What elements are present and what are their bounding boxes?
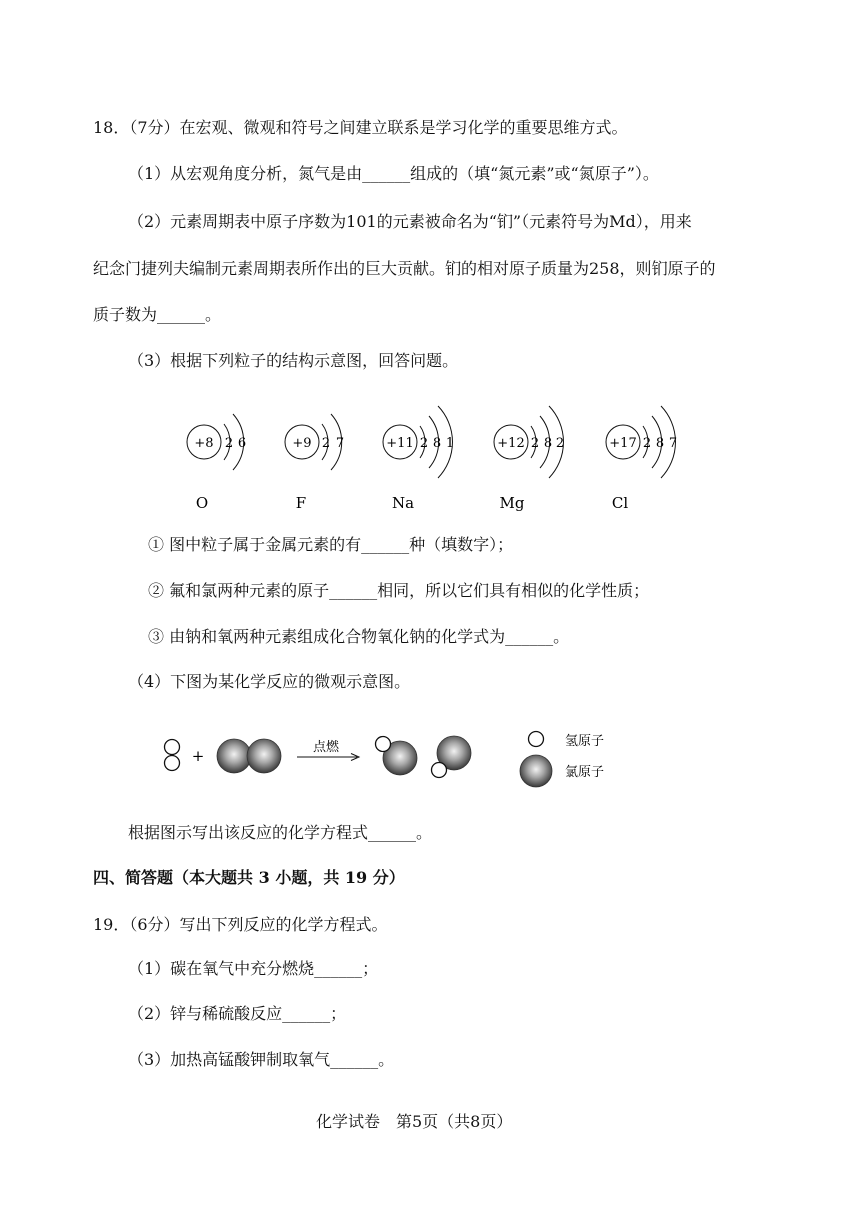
q19-part2: （2）锌与稀硫酸反应______； bbox=[128, 1004, 347, 1023]
q18-sub3: ③ 由钠和氧两种元素组成化合物氧化钠的化学式为______。 bbox=[148, 627, 570, 646]
element-symbol: Mg bbox=[499, 494, 525, 512]
element-symbol: Na bbox=[391, 494, 415, 512]
shell-electrons: 1 bbox=[445, 436, 455, 451]
legend-chlorine bbox=[520, 755, 604, 787]
atomic-structure-diagrams bbox=[150, 390, 710, 520]
legend-hydrogen-label: 氢原子 bbox=[565, 734, 605, 749]
atom-diagram-sodium bbox=[383, 406, 454, 512]
reaction-diagram bbox=[150, 720, 630, 795]
shell-electrons: 2 bbox=[642, 436, 652, 451]
element-symbol: Cl bbox=[611, 494, 629, 512]
shell-electrons: 6 bbox=[237, 436, 247, 451]
atom-diagram-magnesium bbox=[494, 406, 564, 512]
q18-part2-line1: （2）元素周期表中原子序数为101的元素被命名为“钔”（元素符号为Md），用来 bbox=[128, 212, 692, 231]
q19-part3: （3）加热高锰酸钾制取氧气______。 bbox=[128, 1050, 395, 1069]
element-symbol: F bbox=[295, 494, 307, 512]
q19-part1: （1）碳在氧气中充分燃烧______； bbox=[128, 959, 379, 978]
section-heading bbox=[93, 867, 405, 889]
q18-part2-line3: 质子数为______。 bbox=[93, 305, 222, 324]
shell-electrons: 8 bbox=[655, 436, 665, 451]
hydrogen-chloride-molecule bbox=[376, 737, 418, 776]
q18-part4: （4）下图为某化学反应的微观示意图。 bbox=[128, 672, 411, 691]
chlorine-molecule bbox=[217, 739, 281, 773]
page-footer: 化学试卷 第5页（共8页） bbox=[316, 1112, 513, 1131]
shell-electrons: 2 bbox=[224, 436, 234, 451]
reaction-condition-label: 点燃 bbox=[312, 740, 340, 755]
element-symbol: O bbox=[195, 494, 209, 512]
shell-electrons: 7 bbox=[335, 436, 345, 451]
q18-stem: 18．（7分）在宏观、微观和符号之间建立联系是学习化学的重要思维方式。 bbox=[93, 118, 628, 137]
hydrogen-molecule bbox=[165, 740, 180, 771]
q18-part2-line2: 纪念门捷列夫编制元素周期表所作出的巨大贡献。钔的相对原子质量为258，则钔原子的 bbox=[93, 259, 716, 278]
q18-sub2: ② 氟和氯两种元素的原子______相同，所以它们具有相似的化学性质； bbox=[148, 581, 650, 600]
q18-part1: （1）从宏观角度分析，氮气是由______组成的（填“氮元素”或“氮原子”）。 bbox=[128, 164, 659, 183]
atom-diagram-chlorine bbox=[606, 406, 677, 512]
section-heading-suffix: 分） bbox=[372, 868, 405, 887]
section-heading-score: 19 bbox=[344, 868, 368, 887]
section-heading-mid: 小题，共 bbox=[275, 868, 340, 887]
legend-chlorine-label: 氯原子 bbox=[565, 765, 605, 780]
shell-electrons: 2 bbox=[321, 436, 331, 451]
nucleus-label: +11 bbox=[386, 436, 414, 451]
nucleus-label: +17 bbox=[609, 436, 637, 451]
nucleus-label: +12 bbox=[497, 436, 525, 451]
section-heading-prefix: 四、简答题（本大题共 bbox=[93, 868, 254, 887]
plus-sign: + bbox=[191, 747, 205, 765]
q19-stem: 19．（6分）写出下列反应的化学方程式。 bbox=[93, 915, 388, 934]
nucleus-label: +8 bbox=[194, 436, 214, 451]
atom-diagram-fluorine bbox=[285, 414, 344, 512]
shell-electrons: 2 bbox=[419, 436, 429, 451]
shell-electrons: 8 bbox=[432, 436, 442, 451]
q18-part3: （3）根据下列粒子的结构示意图，回答问题。 bbox=[128, 351, 459, 370]
q18-part4-answer: 根据图示写出该反应的化学方程式______。 bbox=[128, 823, 433, 842]
shell-electrons: 2 bbox=[555, 436, 565, 451]
shell-electrons: 8 bbox=[543, 436, 553, 451]
legend-hydrogen bbox=[529, 732, 605, 750]
shell-electrons: 2 bbox=[530, 436, 540, 451]
nucleus-label: +9 bbox=[292, 436, 312, 451]
atom-diagram-oxygen bbox=[187, 414, 246, 512]
section-heading-count: 3 bbox=[258, 868, 270, 887]
q18-sub1: ① 图中粒子属于金属元素的有______种（填数字）； bbox=[148, 535, 514, 554]
shell-electrons: 7 bbox=[668, 436, 678, 451]
hydrogen-chloride-molecule bbox=[432, 736, 472, 778]
